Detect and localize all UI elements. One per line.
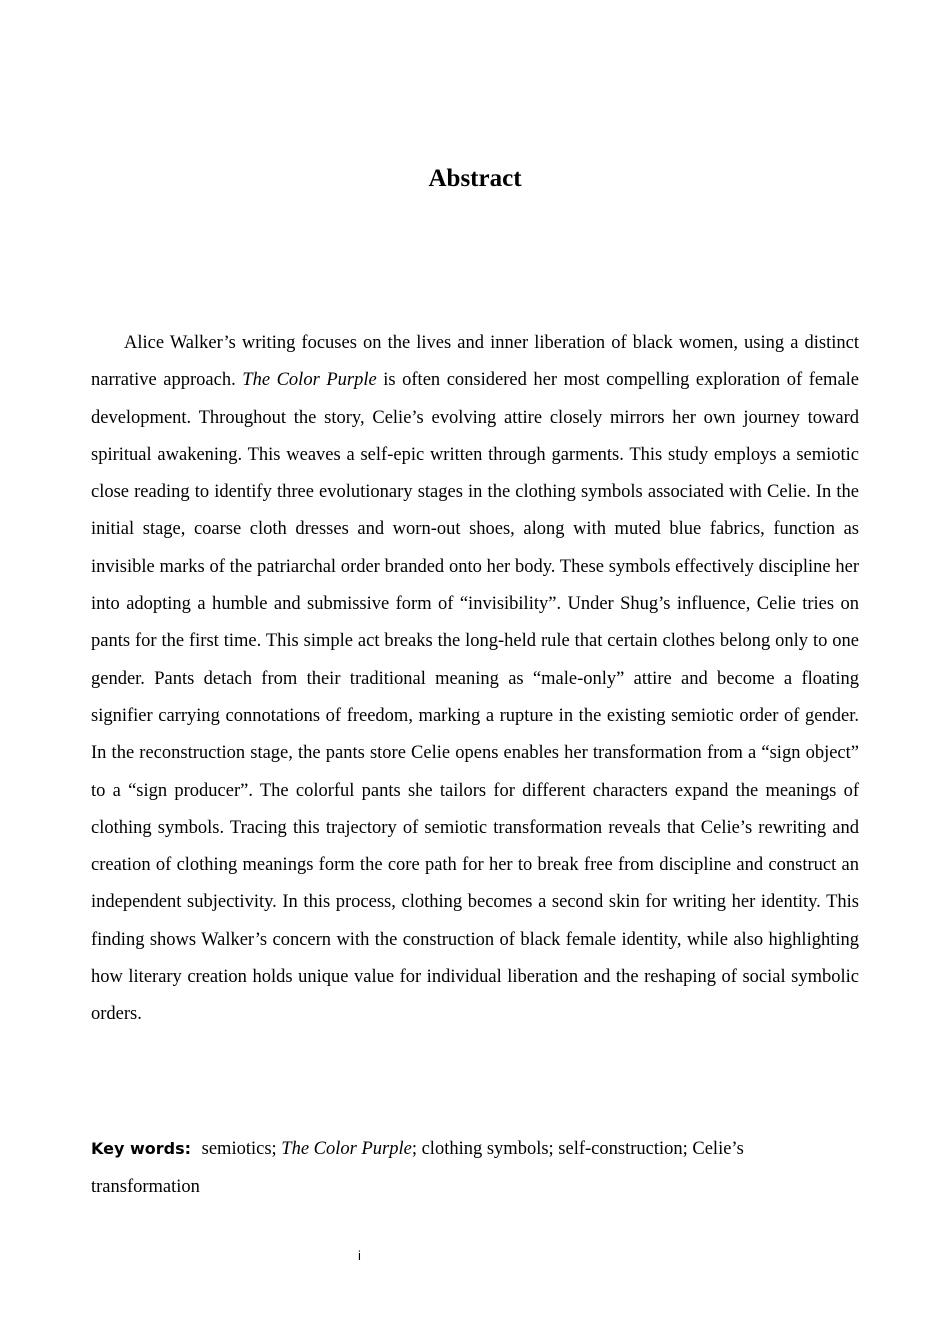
abstract-text-part2: is often considered her most compelling exploration of female development. Throughout the story, Celie’s evolving attire closely mirrors her own journey toward spiritual awakening. This weaves a self-epic written through garments. This study employs a semiotic close reading to identify three evolutionary stages in the clothing symbols associated with Celie. In the initial stage, coarse cloth dresses and worn-out shoes, along with muted blue fabrics, function as invisible marks of the patriarchal order branded onto her body. These symbols effectively discipline her into adopting a humble and submissive form of “invisibility”. Under Shug’s influence, Celie tries on pants for the first time. This simple act breaks the long-held rule that certain clothes belong only to one gender. Pants detach from their traditional meaning as “male-only” attire and become a floating signifier carrying connotations of freedom, marking a rupture in the existing semiotic order of gender. In the reconstruction stage, the pants store Celie opens enables her transformation from a “sign object” to a “sign producer”. The colorful pants she tailors for different characters expand the meanings of clothing symbols. Tracing this trajectory of semiotic transformation reveals that Celie’s rewriting and creation of clothing meanings form the core path for her to break free from discipline and construct an independent subjectivity. In this process, clothing becomes a second skin for writing her identity. This finding shows Walker’s concern with the construction of black female identity, while also highlighting how literary creation holds unique value for individual liberation and the reshaping of social symbolic orders. [91,370,860,1025]
abstract-text-part1: Alice Walker’s writing focuses on the lives and inner liberation of black women, using a distinct narrative approach. [91,333,859,391]
page-number: i [358,1248,361,1263]
keywords-line [91,1130,791,1206]
keyword-semiotics: semiotics; [201,1139,277,1159]
keyword-book-title: The Color Purple [281,1139,412,1159]
abstract-book-title: The Color Purple [242,370,377,391]
keyword-rest: ; clothing symbols; self-construction; Celie’s transformation [91,1139,744,1197]
abstract-paragraph [91,325,859,1034]
page-title: Abstract [428,165,522,192]
keywords-label: Key words: [91,1139,192,1158]
